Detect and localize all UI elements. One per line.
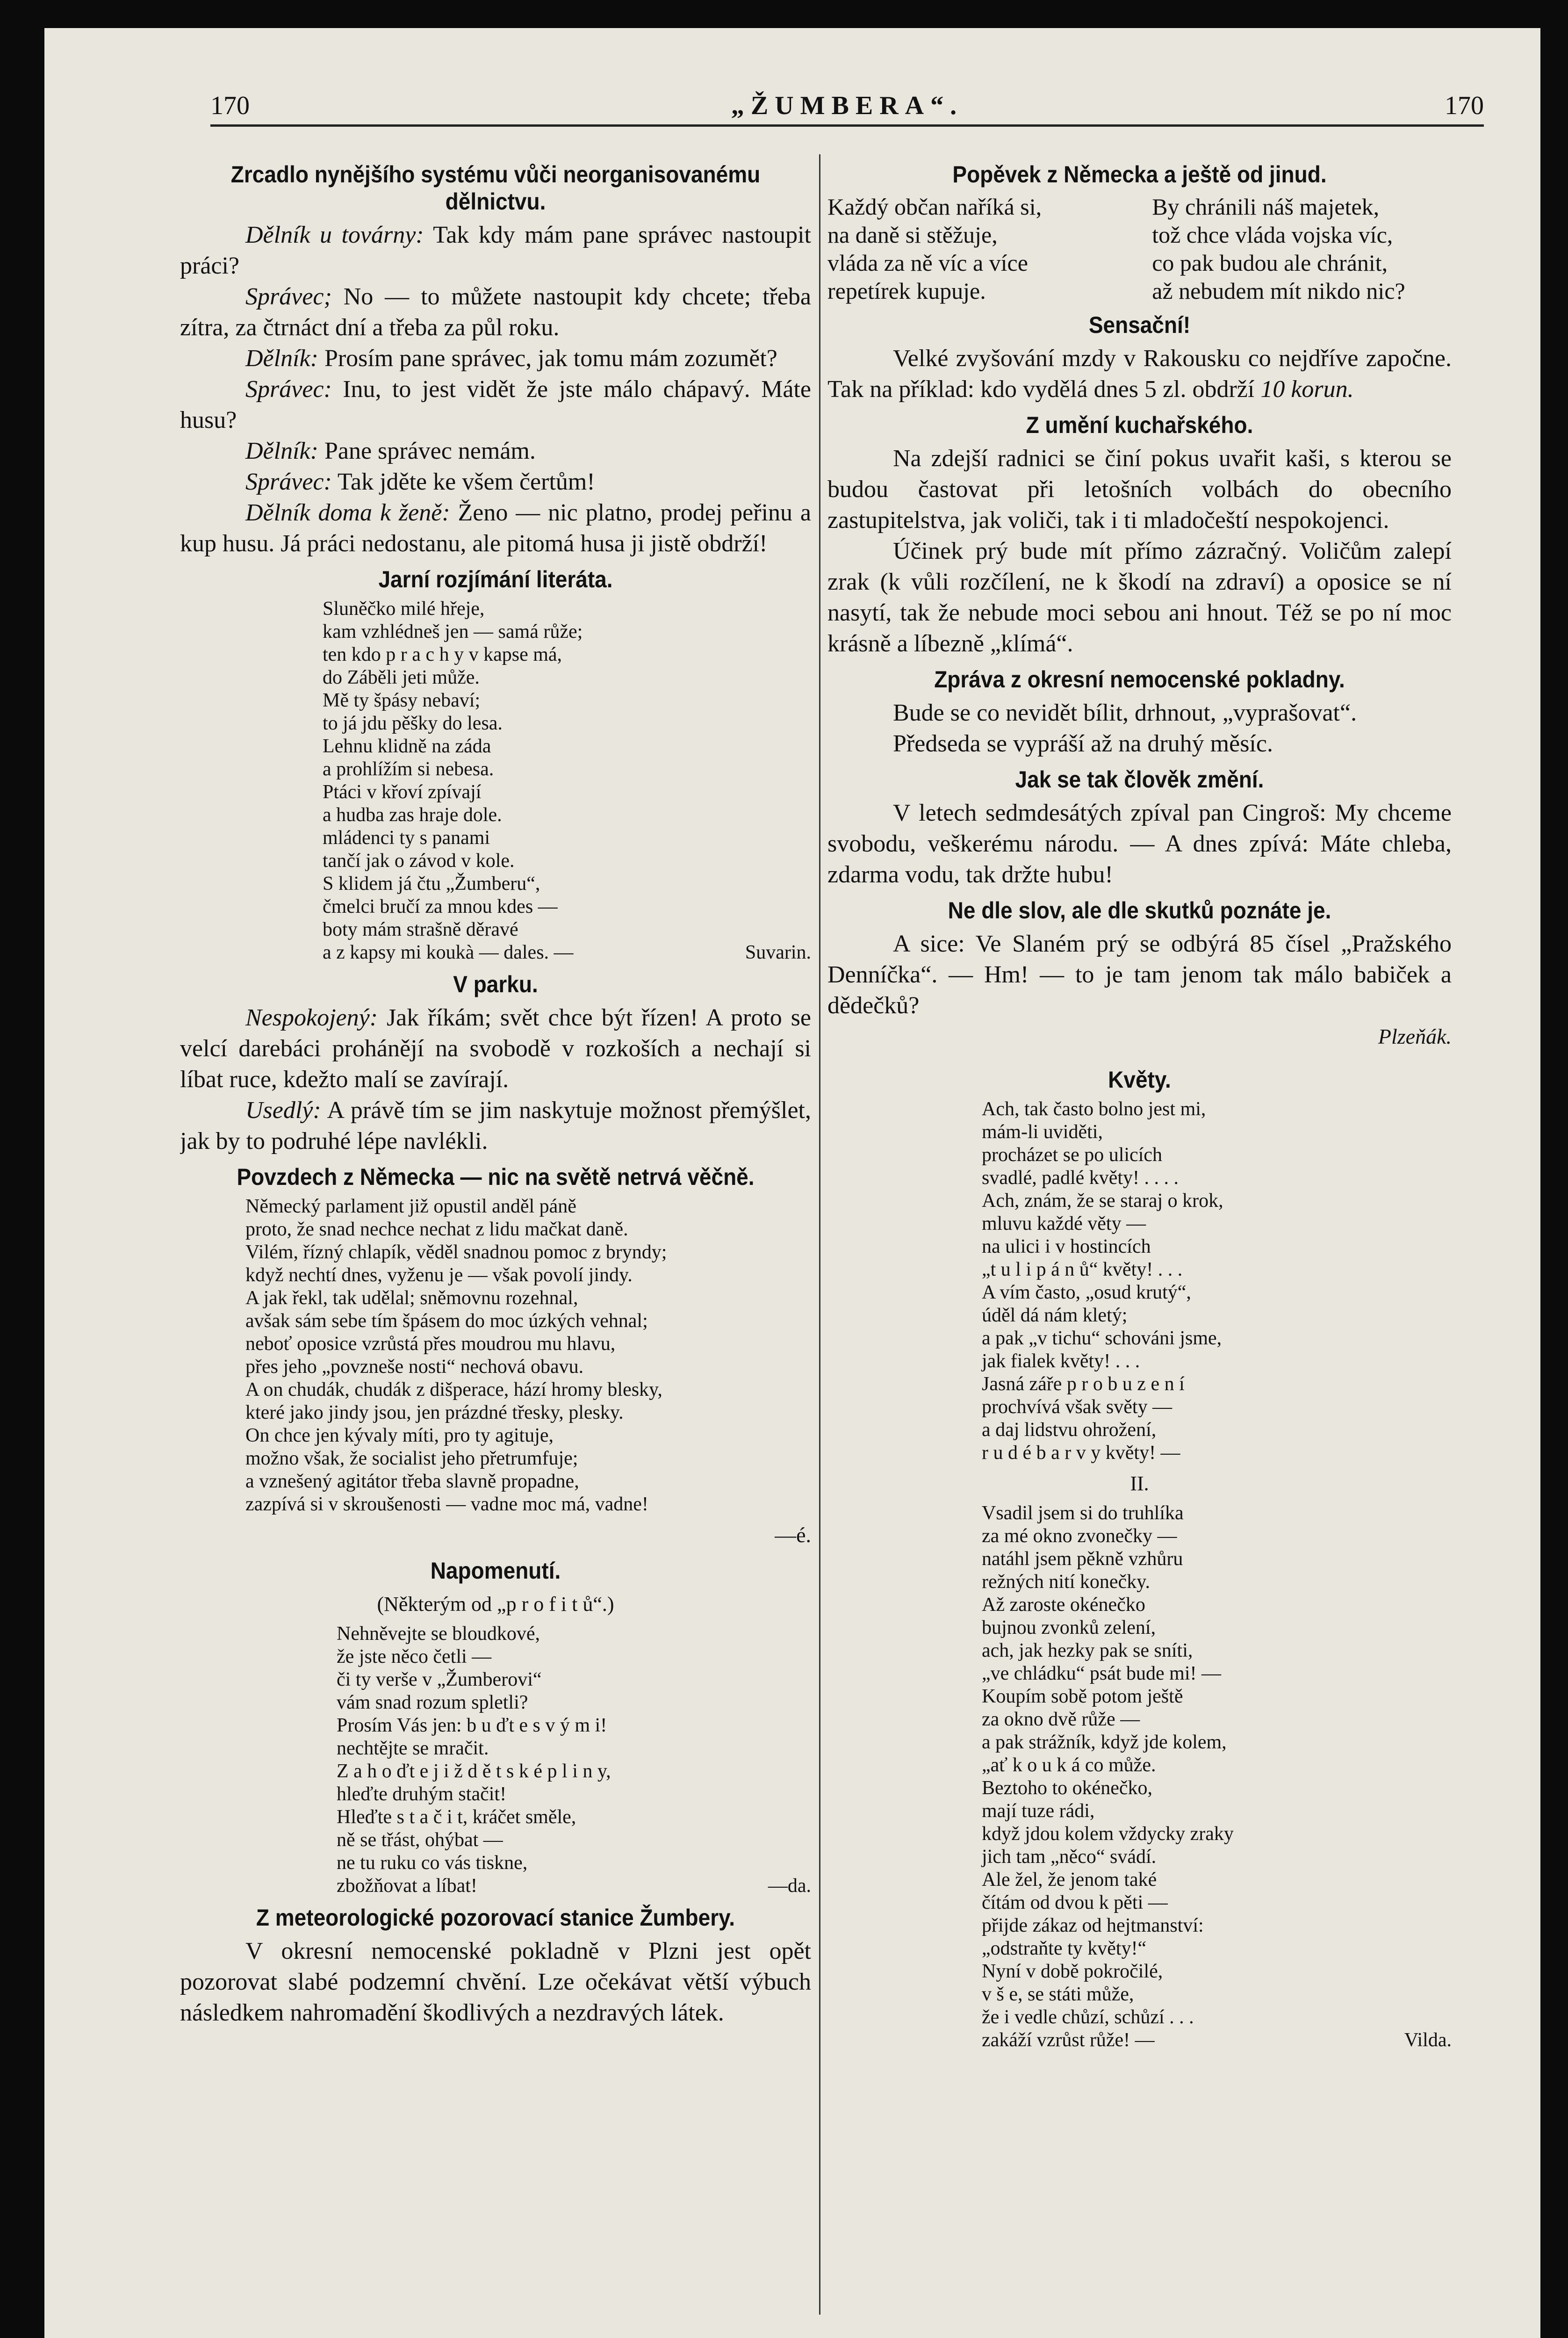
article-zrcadlo [180, 161, 811, 559]
poem-line: nechtějte se mračit. [337, 1738, 489, 1759]
author-signature: —é. [775, 1523, 811, 1547]
poem-line: „ať k o u k á co může. [982, 1754, 1156, 1776]
poem-line: A on chudák, chudák z dišperace, hází hromy blesky, [245, 1379, 662, 1400]
article-paragraph: Předseda se vypráší až na druhý měsíc. [893, 730, 1273, 757]
article-z-umeni-kucharskeho [827, 411, 1452, 659]
poem-line: neboť oposice vzrůstá přes moudrou mu hlavu, [245, 1333, 616, 1355]
dialogue-line [180, 1003, 811, 1095]
poem-line: jak fialek květy! . . . [982, 1350, 1140, 1372]
article-paragraph: Bude se co nevidět bílit, drhnout, „vyprašovat“. [893, 700, 1357, 726]
right-column [827, 154, 1452, 2319]
article-v-parku [180, 971, 811, 1157]
newspaper-title: „ŽUMBERA“. [731, 91, 964, 120]
speaker: Správec: [245, 469, 332, 495]
poem-line: či ty verše v „Žumberovi“ [337, 1669, 542, 1690]
dialogue-line [180, 436, 811, 467]
poem-line: co pak budou ale chránit, [1152, 250, 1388, 276]
left-column [180, 154, 811, 2319]
poem-line: a pak „v tichu“ schováni jsme, [982, 1328, 1222, 1349]
article-heading: Zrcadlo nynějšího systému vůči neorganisovanému dělnictvu. [230, 161, 761, 215]
poem-line: Každý občan naříká si, [827, 194, 1042, 220]
poem-line: přijde zákaz od hejtmanství: [982, 1915, 1204, 1936]
article-text-italic: 10 korun. [1260, 376, 1354, 403]
speech: A právě tím se jim naskytuje možnost přemýšlet, jak by to podruhé lépe navlékli. [180, 1097, 811, 1155]
author-signature: —da. [768, 1875, 811, 1897]
poem-line: On chce jen kývaly míti, pro ty agituje, [245, 1425, 554, 1446]
poem-line: vláda za ně víc a více [827, 250, 1028, 276]
article-heading: Popěvek z Německa a ještě od jinud. [952, 161, 1327, 188]
poem-line: Nehněvejte se bloudkové, [337, 1623, 540, 1645]
article-body: V letech sedmdesátých zpíval pan Cingroš: My chceme svobodu, veškerému národu. — A dnes zpívá: Máte chleba, zdarma vodu, tak držte hubu! [827, 800, 1452, 888]
poem-line: Vsadil jsem si do truhlíka [982, 1502, 1184, 1524]
poem-line: to já jdu pěšky do lesa. [323, 713, 503, 734]
poem-line: v š e, se státi může, [982, 1984, 1134, 2005]
poem-line: procházet se po ulicích [982, 1144, 1162, 1166]
poem-line: mají tuze rádi, [982, 1800, 1095, 1822]
speaker: Dělník u továrny: [245, 222, 424, 248]
poem-line: hleďte druhým stačit! [337, 1783, 507, 1805]
poem-two-stanzas [827, 193, 1452, 305]
poem-line: že i vedle chůzí, schůzí . . . [982, 2006, 1194, 2028]
poem-line: prochvívá však světy — [982, 1396, 1172, 1418]
article-heading: Napomenutí. [430, 1558, 561, 1584]
poem-line: na ulici i v hostincích [982, 1236, 1151, 1257]
poem-line: Lehnu klidně na záda [323, 736, 491, 757]
poem-line: které jako jindy jsou, jen prázdné třesky, plesky. [245, 1402, 624, 1423]
article-heading: Zpráva z okresní nemocenské pokladny. [934, 666, 1345, 693]
speaker: Dělník: [245, 438, 318, 464]
dialogue-line [180, 220, 811, 281]
speaker: Dělník: [245, 345, 318, 372]
speaker: Dělník doma k ženě: [245, 499, 450, 526]
poem-last-row [982, 2029, 1452, 2052]
poem-line: zakáží vzrůst růže! — [982, 2029, 1155, 2051]
poem-line: Sluněčko milé hřeje, [323, 598, 485, 620]
poem-line: ně se třást, ohýbat — [337, 1829, 503, 1851]
poem-line: boty mám strašně děravé [323, 919, 518, 940]
poem-line: A vím často, „osud krutý“, [982, 1282, 1191, 1303]
poem-line: ach, jak hezky pak se sníti, [982, 1640, 1193, 1661]
page-number-right: 170 [1444, 91, 1484, 120]
poem [245, 1195, 811, 1516]
poem-line: S klidem já čtu „Žumberu“, [323, 873, 540, 895]
poem-line: zbožňovat a líbat! [337, 1875, 477, 1897]
poem-last-row [337, 1875, 811, 1898]
poem-line: čmelci bručí za mnou kdes — [323, 896, 558, 917]
poem-line: Z a h o ďt e j i ž d ě t s k é p l i n y, [337, 1761, 611, 1782]
speaker: Usedlý: [245, 1097, 321, 1124]
poem-line: za mé okno zvonečky — [982, 1525, 1177, 1547]
poem-line: Koupím sobě potom ještě [982, 1686, 1183, 1707]
poem-line: Prosím Vás jen: b u ďt e s v ý m i! [337, 1715, 607, 1736]
poem-line: vám snad rozum spletli? [337, 1692, 528, 1713]
speech: Pane správec nemám. [318, 438, 536, 464]
poem-line: proto, že snad nechce nechat z lidu mačkat daně. [245, 1219, 628, 1240]
column-divider [819, 154, 820, 2315]
poem-line: r u d é b a r v y květy! — [982, 1442, 1180, 1464]
poem-line: avšak sám sebe tím špásem do moc úzkých vehnal; [245, 1310, 648, 1332]
article-zprava-pokladna [827, 666, 1452, 759]
speaker: Správec; [245, 283, 332, 310]
article-subheading: (Některým od „p r o f i t ů“.) [377, 1593, 614, 1616]
poem-line: „t u l i p á n ů“ květy! . . . [982, 1259, 1183, 1280]
speaker: Nespokojený: [245, 1004, 378, 1031]
article-heading: Květy. [1108, 1067, 1171, 1093]
article-kvety [827, 1066, 1452, 2052]
article-sensacni [827, 311, 1452, 405]
poem-line: za okno dvě růže — [982, 1709, 1140, 1730]
article-popevek [827, 161, 1452, 305]
poem-line: Ptáci v křoví zpívají [323, 781, 482, 803]
author-signature: Vilda. [1404, 2029, 1452, 2051]
article-meteorologicka [180, 1904, 811, 2028]
poem-line: na daně si stěžuje, [827, 222, 998, 248]
poem-line: ten kdo p r a c h y v kapse má, [323, 644, 562, 665]
poem-line: mládenci ty s panami [323, 827, 490, 849]
poem-line: a z kapsy mi koukà — dales. — [323, 942, 574, 963]
speech: Inu, to jest vidět že jste málo chápavý. Máte husu? [180, 376, 811, 433]
poem-line: tož chce vláda vojska víc, [1152, 222, 1393, 248]
article-heading: Sensační! [1088, 312, 1191, 338]
dialogue-line [180, 374, 811, 436]
article-heading: Povzdech z Německa — nic na světě netrvá věčně. [237, 1164, 755, 1190]
poem-line: režných nití konečky. [982, 1571, 1150, 1593]
article-heading: Z meteorologické pozorovací stanice Žumbery. [256, 1905, 735, 1931]
poem-line: čítám od dvou k pěti — [982, 1892, 1168, 1913]
speech: Tak jděte ke všem čertům! [331, 469, 595, 495]
article-heading: Jarní rozjímání literáta. [378, 566, 613, 592]
dialogue-line [180, 281, 811, 343]
poem-line: zazpívá si v skroušenosti — vadne moc má, vadne! [245, 1494, 648, 1515]
article-paragraph: Na zdejší radnici se činí pokus uvařit kaši, s kterou se budou častovat při letošních volbách do obecního zastupitelstva, jak voliči, tak i ti mladočeští nespokojenci. [827, 445, 1452, 534]
poem-line: By chránili náš majetek, [1152, 194, 1380, 220]
poem-line: a pak strážník, když jde kolem, [982, 1732, 1227, 1753]
poem-line: Hleďte s t a č i t, kráčet směle, [337, 1806, 576, 1828]
poem-line: mluvu každé věty — [982, 1213, 1146, 1234]
poem [323, 598, 811, 964]
article-heading: Z umění kuchařského. [1026, 412, 1253, 438]
poem-line: „ve chládku“ psát bude mi! — [982, 1663, 1221, 1684]
article-body [827, 343, 1452, 405]
speech: Ženo — nic platno, prodej peřinu a kup husu. Já práci nedostanu, ale pitomá husa ji jistě obdrží! [180, 499, 811, 557]
poem-line: Mě ty špásy nebaví; [323, 690, 481, 711]
article-napomenuti [180, 1557, 811, 1898]
poem-line: do Záběli jeti může. [323, 667, 480, 688]
poem-line: a daj lidstvu ohrožení, [982, 1419, 1157, 1441]
poem-line: možno však, že socialist jeho přetrumfuje; [245, 1448, 578, 1469]
poem-line: že jste něco četli — [337, 1646, 492, 1667]
article-jarni-rozjimani [180, 566, 811, 964]
poem-line: A jak řekl, tak udělal; sněmovnu rozehnal, [245, 1287, 578, 1309]
speech: Tak kdy mám pane správec nastoupit práci? [180, 222, 811, 279]
poem-line: „odstraňte ty květy!“ [982, 1938, 1147, 1959]
stanza-left [827, 193, 1127, 305]
poem-line: tančí jak o závod v kole. [323, 850, 515, 872]
article-paragraph: Účinek prý bude mít přímo zázračný. Voličům zalepí zrak (k vůli rozčílení, ne k škodí na zdraví) a oposice se ní nasytí, tak že nebude moci sebou ani hnout. Též se po ní moc krásně a líbezně „klímá“. [827, 538, 1452, 657]
poem-line: úděl dá nám kletý; [982, 1305, 1128, 1326]
speaker: Správec: [245, 376, 332, 403]
poem-line: kam vzhlédneš jen — samá růže; [323, 621, 583, 642]
poem [982, 1502, 1452, 2052]
poem-line: a vznešený agitátor třeba slavně propadne, [245, 1471, 579, 1492]
article-heading: Jak se tak člověk změní. [1015, 766, 1264, 793]
poem [337, 1623, 811, 1898]
poem-line: bujnou zvonků zelení, [982, 1617, 1156, 1638]
article-povzdech [180, 1163, 811, 1551]
poem-line: Ach, znám, že se staraj o krok, [982, 1190, 1223, 1212]
poem-line: ne tu ruku co vás tiskne, [337, 1852, 528, 1874]
page-header [210, 84, 1484, 127]
poem-line: jich tam „něco“ svádí. [982, 1846, 1157, 1868]
poem-line: přes jeho „povzneše nosti“ nechová obavu. [245, 1356, 584, 1378]
stanza-right [1152, 193, 1452, 305]
article-body: A sice: Ve Slaném prý se odbýrá 85 čísel „Pražského Denníčka“. — Hm! — to je tam jenom tak málo babiček a dědečků? [827, 931, 1452, 1019]
speech: Jak říkám; svět chce být řízen! A proto se velcí darebáci prohánějí na svobodě v rozkoších a nechají si líbat ruce, kdežto malí se zavírají. [180, 1004, 811, 1093]
poem-line: Vilém, řízný chlapík, věděl snadnou pomoc z bryndy; [245, 1241, 667, 1263]
poem-line: Německý parlament již opustil anděl páně [245, 1196, 576, 1217]
poem-line: Beztoho to okénečko, [982, 1777, 1153, 1799]
article-ne-dle-slov [827, 897, 1452, 1052]
poem-line: a prohlížím si nebesa. [323, 758, 494, 780]
poem-line: když nechtí dnes, vyženu je — však povolí jindy. [245, 1264, 633, 1286]
poem-line: Nyní v době pokročilé, [982, 1961, 1163, 1982]
author-signature: Suvarin. [745, 942, 811, 963]
dialogue-line [180, 467, 811, 498]
article-jak-se-clovek-zmeni [827, 766, 1452, 890]
poem-line: svadlé, padlé květy! . . . . [982, 1167, 1179, 1189]
article-heading: Ne dle slov, ale dle skutků poznáte je. [948, 897, 1331, 924]
poem-line: mám-li uviděti, [982, 1121, 1103, 1143]
speech: Prosím pane správec, jak tomu mám zozumět? [318, 345, 777, 372]
poem-last-row [323, 941, 811, 964]
poem [982, 1098, 1452, 1465]
article-body: V okresní nemocenské pokladně v Plzni jest opět pozorovat slabé podzemní chvění. Lze očekávat větší výbuch následkem nahromadění škodlivých a nezdravých látek. [180, 1938, 811, 2026]
poem-line: a hudba zas hraje dole. [323, 804, 502, 826]
poem-line: když jdou kolem vždycky zraky [982, 1823, 1234, 1845]
poem-line: natáhl jsem pěkně vzhůru [982, 1548, 1183, 1570]
poem-line: Ale žel, že jenom také [982, 1869, 1157, 1891]
poem-line: Jasná záře p r o b u z e n í [982, 1373, 1185, 1395]
poem-line: repetírek kupuje. [827, 278, 986, 304]
article-text: Velké zvyšování mzdy v Rakousku co nejdříve započne. Tak na příklad: kdo vydělá dnes 5 zl. obdrží [827, 345, 1452, 403]
author-signature: Plzeňák. [1378, 1025, 1452, 1048]
poem-line: až nebudem mít nikdo nic? [1152, 278, 1405, 304]
article-heading: V parku. [453, 971, 538, 997]
section-numeral: II. [1130, 1472, 1149, 1495]
page-number-left: 170 [210, 91, 250, 120]
poem-line: Až zaroste okénečko [982, 1594, 1145, 1616]
dialogue-line [180, 498, 811, 559]
poem-line: Ach, tak často bolno jest mi, [982, 1098, 1206, 1120]
dialogue-line [180, 343, 811, 374]
dialogue-line [180, 1095, 811, 1157]
speech: No — to můžete nastoupit kdy chcete; třeba zítra, za čtrnáct dní a třeba za půl roku. [180, 283, 811, 341]
